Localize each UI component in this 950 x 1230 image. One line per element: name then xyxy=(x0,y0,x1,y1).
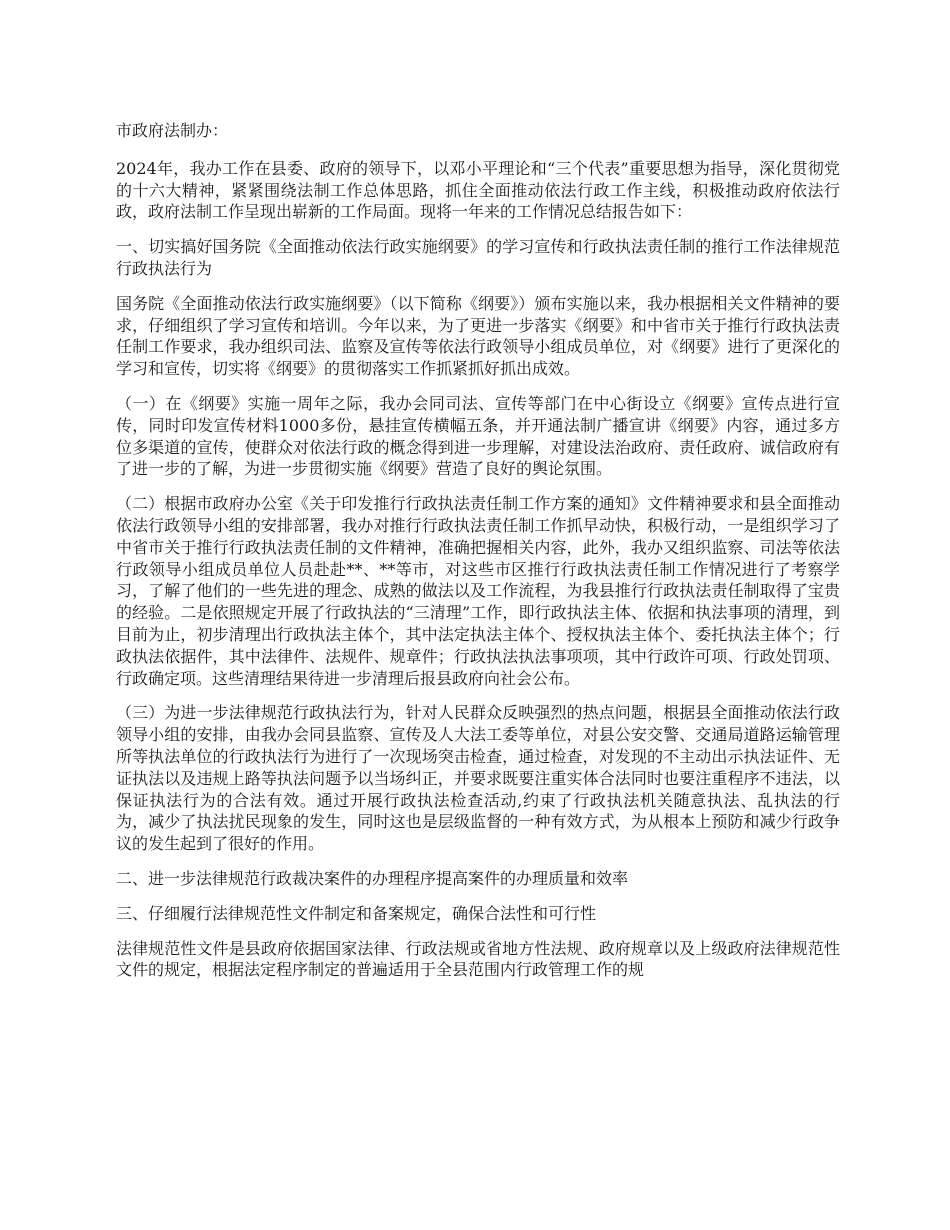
body-paragraph: 法律规范性文件是县政府依据国家法律、行政法规或省地方性法规、政府规章以及上级政府法律规范性文件的规定，根据法定程序制定的普遍适用于全县范围内行政管理工作的规 xyxy=(116,938,840,980)
document-page xyxy=(116,120,840,994)
body-paragraph: （一）在《纲要》实施一周年之际，我办会同司法、宣传等部门在中心街设立《纲要》宣传点进行宣传，同时印发宣传材料1000多份，悬挂宣传横幅五条，并开通法制广播宣讲《纲要》内容，通过多方位多渠道的宣传，使群众对依法行政的概念得到进一步理解，对建设法治政府、责任政府、诚信政府有了进一步的了解，为进一步贯彻实施《纲要》营造了良好的舆论氛围。 xyxy=(116,393,840,479)
section-heading-3: 三、仔细履行法律规范性文件制定和备案规定，确保合法性和可行性 xyxy=(116,903,597,923)
intro-paragraph: 2024年，我办工作在县委、政府的领导下，以邓小平理论和“三个代表”重要思想为指导，深化贯彻党的十六大精神，紧紧围绕法制工作总体思路，抓住全面推动依法行政工作主线，积极推动政府依法行政，政府法制工作呈现出崭新的工作局面。现将一年来的工作情况总结报告如下： xyxy=(116,158,840,222)
body-paragraph: （二）根据市政府办公室《关于印发推行行政执法责任制工作方案的通知》文件精神要求和县全面推动依法行政领导小组的安排部署，我办对推行行政执法责任制工作抓早动快，积极行动，一是组织学习了中省市关于推行行政执法责任制的文件精神，准确把握相关内容，此外，我办又组织监察、司法等依法行政领导小组成员单位人员赴赴**、**等市，对这些市区推行行政执法责任制工作情况进行了考察学习，了解了他们的一些先进的理念、成熟的做法以及工作流程，为我县推行行政执法责任制取得了宝贵的经验。二是依照规定开展了行政执法的“三清理”工作，即行政执法主体、依据和执法事项的清理，到目前为止，初步清理出行政执法主体个，其中法定执法主体个、授权执法主体个、委托执法主体个；行政执法依据件，其中法律件、法规件、规章件；行政执法执法事项项，其中行政许可项、行政处罚项、行政确定项。这些清理结果待进一步清理后报县政府向社会公布。 xyxy=(116,494,840,688)
section-heading-1: 一、切实搞好国务院《全面推动依法行政实施纲要》的学习宣传和行政执法责任制的推行工作法律规范行政执法行为 xyxy=(116,237,840,278)
body-paragraph: 国务院《全面推动依法行政实施纲要》（以下简称《纲要》）颁布实施以来，我办根据相关文件精神的要求，仔细组织了学习宣传和培训。今年以来，为了更进一步落实《纲要》和中省市关于推行行政执法责任制工作要求，我办组织司法、监察及宣传等依法行政领导小组成员单位，对《纲要》进行了更深化的学习和宣传，切实将《纲要》的贯彻落实工作抓紧抓好抓出成效。 xyxy=(116,293,840,379)
body-paragraph: （三）为进一步法律规范行政执法行为，针对人民群众反映强烈的热点问题，根据县全面推动依法行政领导小组的安排，由我办会同县监察、宣传及人大法工委等单位，对县公安交警、交通局道路运输管理所等执法单位的行政执法行为进行了一次现场突击检查，通过检查，对发现的不主动出示执法证件、无证执法以及违规上路等执法问题予以当场纠正，并要求既要注重实体合法同时也要注重程序不违法，以保证执法行为的合法有效。通过开展行政执法检查活动,约束了行政执法机关随意执法、乱执法的行为，减少了执法扰民现象的发生，同时这也是层级监督的一种有效方式，为从根本上预防和减少行政争议的发生起到了很好的作用。 xyxy=(116,703,840,854)
section-heading-2: 二、进一步法律规范行政裁决案件的办理程序提高案件的办理质量和效率 xyxy=(116,868,629,888)
salutation: 市政府法制办： xyxy=(116,121,229,140)
